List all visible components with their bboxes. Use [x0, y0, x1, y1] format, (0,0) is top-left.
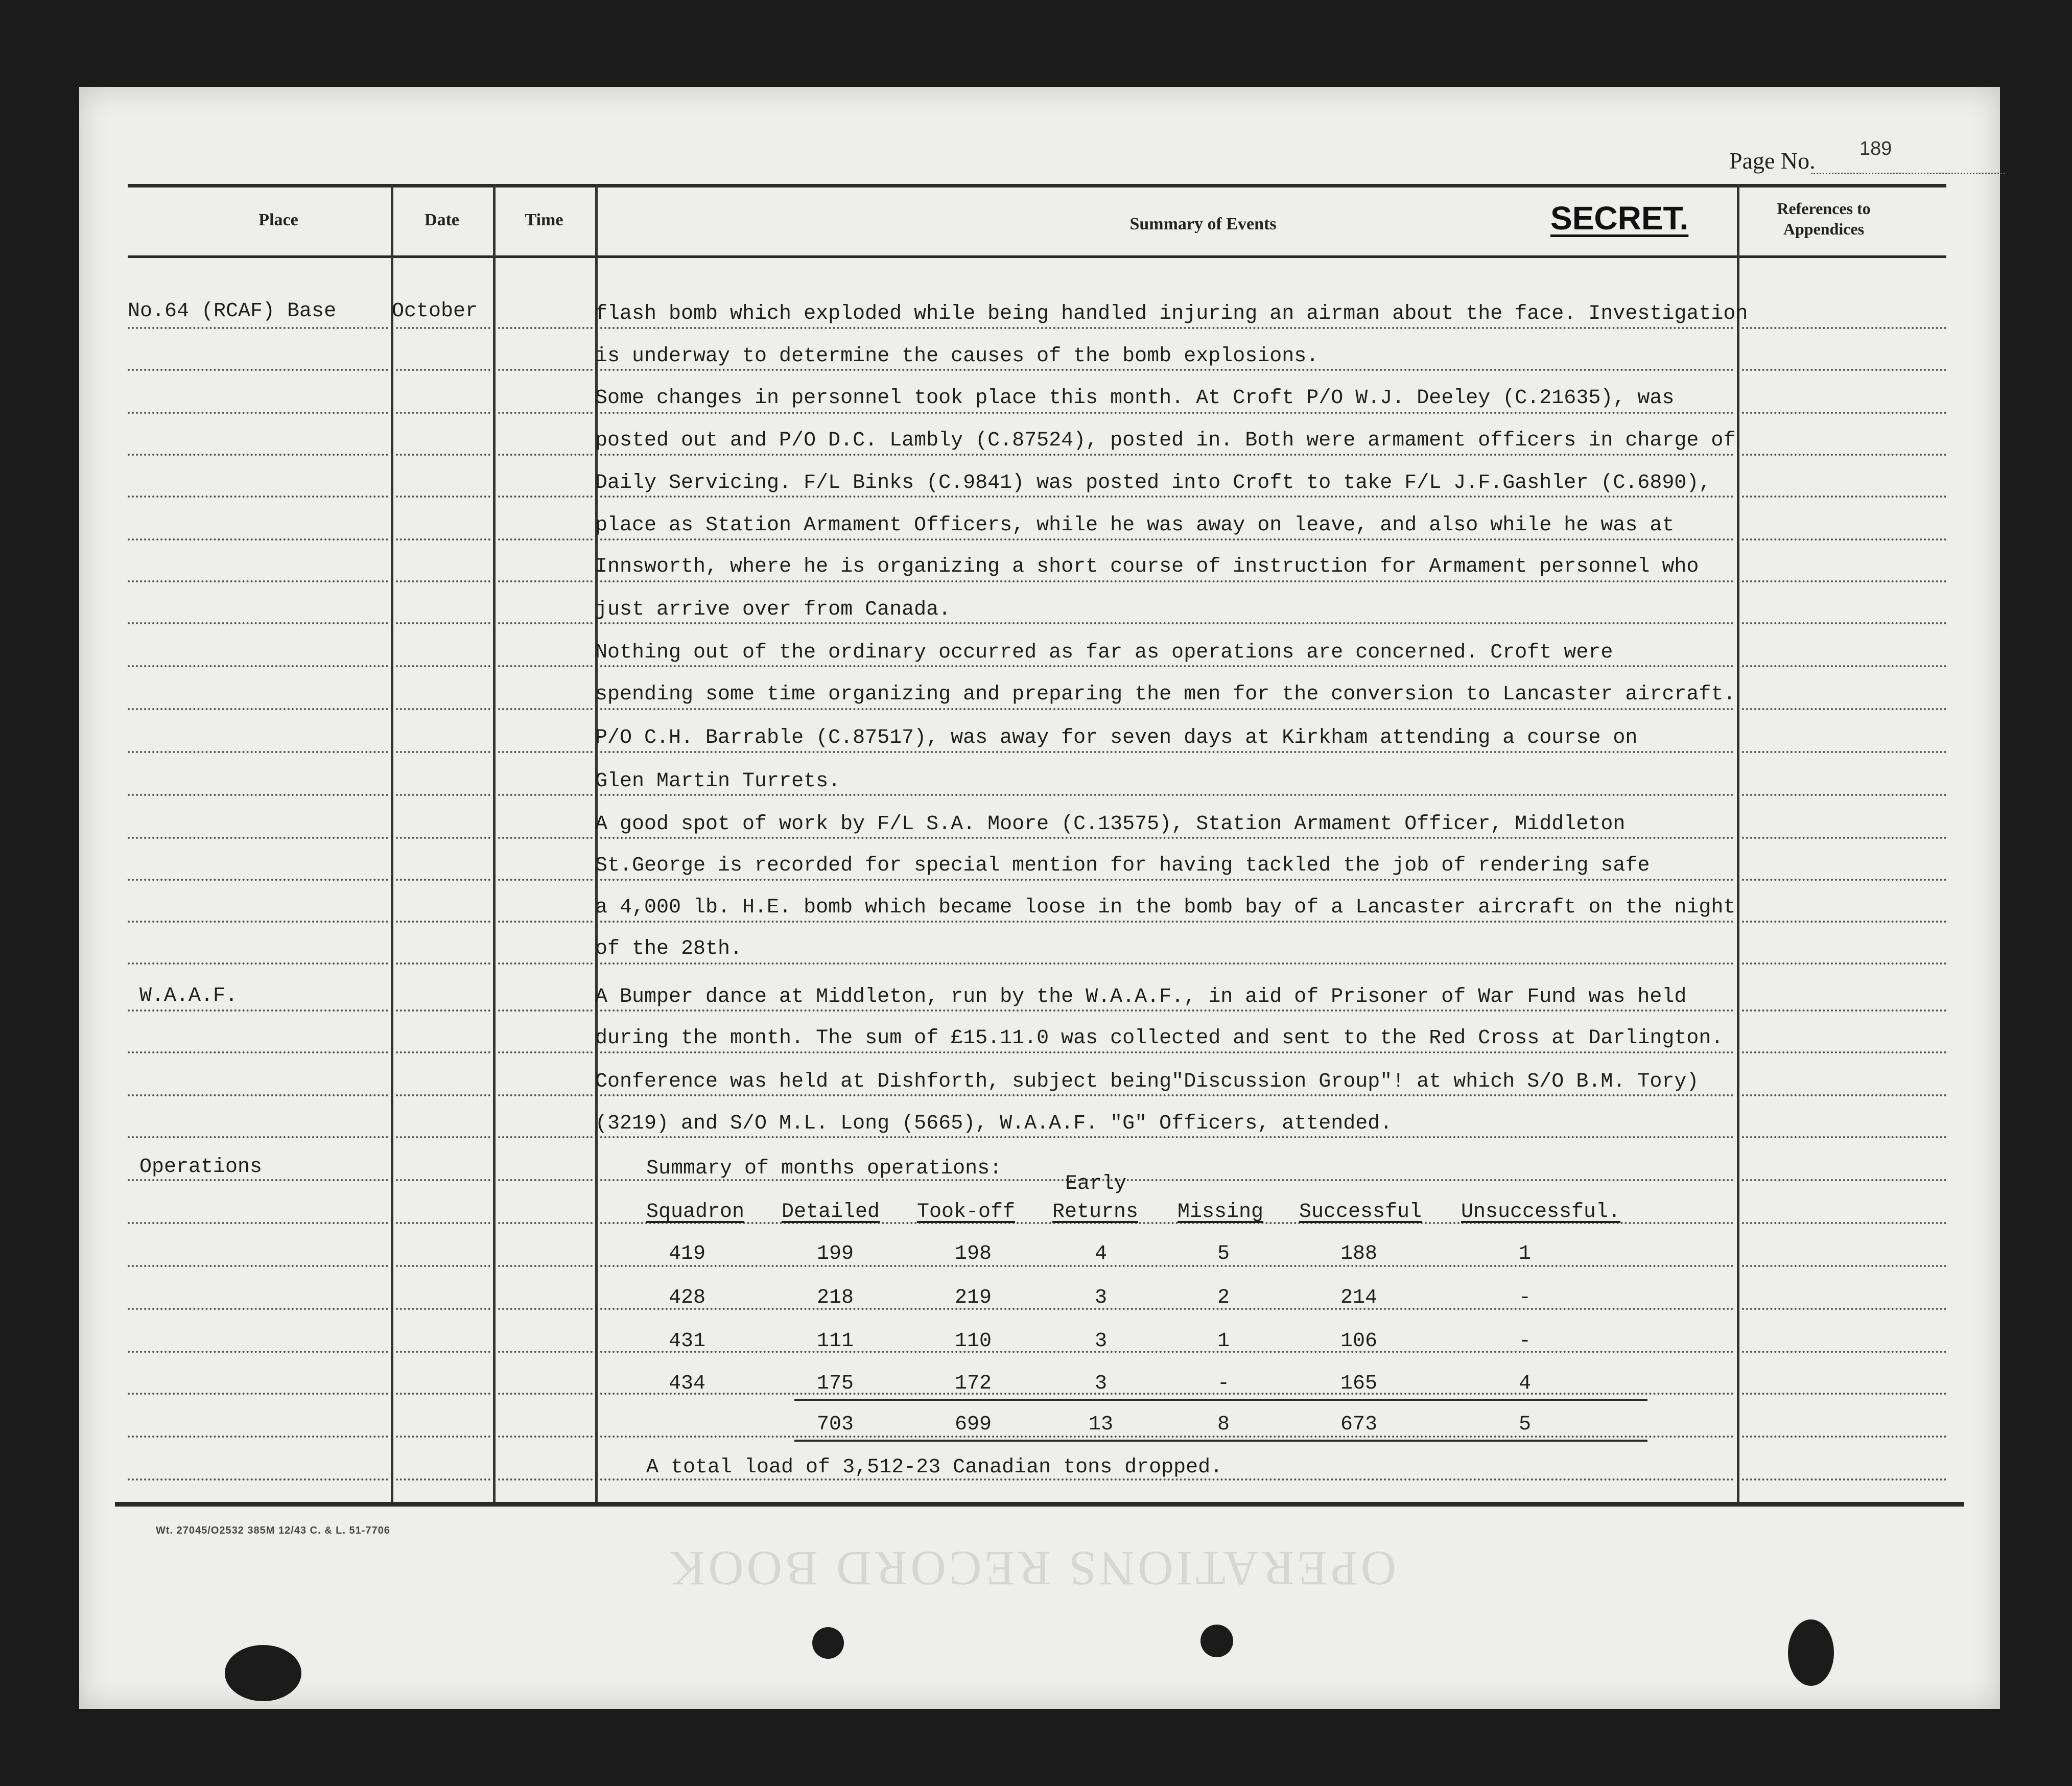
dotted-rule — [128, 1222, 388, 1224]
summary-line: A good spot of work by F/L S.A. Moore (C.13575), Station Armament Officer, Middleton — [595, 813, 1626, 836]
dotted-rule — [1742, 1351, 1946, 1353]
dotted-rule — [396, 1265, 490, 1267]
dotted-rule — [498, 1351, 593, 1353]
dotted-rule — [1742, 962, 1946, 965]
early-label: Early — [1065, 1172, 1127, 1195]
col-divider-place — [391, 184, 393, 1502]
total-returns: 13 — [1088, 1413, 1113, 1436]
dotted-rule — [600, 751, 1734, 753]
cell-squadron: 428 — [668, 1286, 705, 1309]
cell-detailed: 175 — [816, 1372, 854, 1395]
dotted-rule — [1742, 1009, 1946, 1012]
dotted-rule — [396, 665, 490, 667]
dotted-rule — [498, 837, 593, 839]
dotted-rule — [128, 369, 388, 371]
dotted-rule — [600, 921, 1734, 923]
cell-returns: 3 — [1094, 1286, 1107, 1309]
dotted-rule — [600, 496, 1734, 498]
dotted-rule — [396, 794, 490, 796]
cell-missing: 1 — [1217, 1330, 1230, 1353]
summary-line: P/O C.H. Barrable (C.87517), was away for seven days at Kirkham attending a course on — [595, 726, 1638, 749]
dotted-rule — [128, 1436, 388, 1438]
col-missing: Missing — [1178, 1201, 1264, 1224]
cell-detailed: 218 — [816, 1286, 854, 1309]
summary-line: Some changes in personnel took place this month. At Croft P/O W.J. Deeley (C.21635), was — [595, 387, 1675, 410]
dotted-rule — [396, 580, 490, 582]
dotted-rule — [396, 1393, 490, 1395]
cell-squadron: 431 — [668, 1330, 705, 1353]
dotted-rule — [498, 1179, 593, 1181]
column-header-summary: Summary of Events — [1129, 215, 1277, 233]
dotted-rule — [128, 1094, 388, 1096]
date-month: October — [392, 300, 478, 323]
dotted-rule — [498, 794, 593, 796]
dotted-rule — [128, 1265, 388, 1267]
col-squadron: Squadron — [646, 1201, 745, 1224]
dotted-rule — [498, 665, 593, 667]
dotted-rule — [498, 1051, 593, 1053]
summary-line: St.George is recorded for special mention for having tackled the job of rendering safe — [595, 854, 1650, 877]
summary-line: of the 28th. — [595, 937, 743, 960]
cell-unsuccessful: 4 — [1518, 1372, 1531, 1395]
col-divider-time — [595, 184, 598, 1502]
summary-line: A Bumper dance at Middleton, run by the W.A.A.F., in aid of Prisoner of War Fund was held — [595, 985, 1687, 1008]
dotted-rule — [1742, 708, 1946, 710]
dotted-rule — [1742, 879, 1946, 881]
dotted-rule — [396, 751, 490, 753]
dotted-rule — [498, 1393, 593, 1395]
dotted-rule — [600, 1051, 1734, 1053]
dotted-rule — [1742, 454, 1946, 456]
place-operations: Operations — [139, 1156, 263, 1179]
dotted-rule — [1742, 1478, 1946, 1481]
reverse-side-ghost-text: OPERATIONS RECORD BOOK — [667, 1541, 1397, 1596]
binder-hole — [225, 1645, 301, 1701]
dotted-rule — [128, 1478, 388, 1481]
dotted-rule — [1742, 1051, 1946, 1053]
dotted-rule — [498, 1009, 593, 1012]
col-took-off: Took-off — [917, 1201, 1016, 1224]
print-code: Wt. 27045/O2532 385M 12/43 C. & L. 51-7706 — [156, 1525, 390, 1536]
summary-line: Innsworth, where he is organizing a short course of instruction for Armament personnel who — [595, 555, 1699, 578]
dotted-rule — [396, 327, 490, 329]
dotted-rule — [498, 496, 593, 498]
dotted-rule — [600, 1094, 1734, 1096]
dotted-rule — [128, 921, 388, 923]
cell-missing: 5 — [1217, 1242, 1230, 1265]
summary-line: is underway to determine the causes of the bomb explosions. — [595, 345, 1319, 368]
cell-took-off: 219 — [954, 1286, 992, 1309]
dotted-rule — [396, 1009, 490, 1012]
dotted-rule — [396, 1179, 490, 1181]
dotted-rule — [600, 412, 1734, 414]
summary-line: spending some time organizing and preparing the men for the conversion to Lancaster aircraft. — [595, 683, 1736, 706]
place-base: No.64 (RCAF) Base — [128, 300, 337, 323]
dotted-rule — [1742, 622, 1946, 624]
cell-missing: 2 — [1217, 1286, 1230, 1309]
dotted-rule — [128, 962, 388, 965]
dotted-rule — [498, 1222, 593, 1224]
col-successful: Successful — [1299, 1201, 1422, 1224]
dotted-rule — [1742, 1265, 1946, 1267]
col-unsuccessful: Unsuccessful. — [1461, 1201, 1621, 1224]
cell-successful: 214 — [1340, 1286, 1377, 1309]
dotted-rule — [128, 454, 388, 456]
dotted-rule — [498, 751, 593, 753]
dotted-rule — [600, 665, 1734, 667]
dotted-rule — [1742, 1136, 1946, 1138]
operations-intro: Summary of months operations: — [646, 1157, 1002, 1180]
dotted-rule — [498, 454, 593, 456]
dotted-rule — [498, 1308, 593, 1310]
dotted-rule — [1742, 412, 1946, 414]
header-bottom-rule — [128, 255, 1946, 258]
dotted-rule — [600, 794, 1734, 796]
dotted-rule — [498, 1265, 593, 1267]
dotted-rule — [128, 879, 388, 881]
cell-unsuccessful: - — [1518, 1330, 1531, 1353]
dotted-rule — [128, 708, 388, 710]
dotted-rule — [128, 538, 388, 540]
summary-line: Conference was held at Dishforth, subject being"Discussion Group"! at which S/O B.M. Tory) — [595, 1070, 1699, 1093]
dotted-rule — [396, 1222, 490, 1224]
dotted-rule — [600, 454, 1734, 456]
summary-line: posted out and P/O D.C. Lambly (C.87524), posted in. Both were armament officers in charge of — [595, 429, 1736, 452]
dotted-rule — [128, 751, 388, 753]
cell-returns: 3 — [1094, 1372, 1107, 1395]
dotted-rule — [1742, 1222, 1946, 1224]
dotted-rule — [128, 580, 388, 582]
dotted-rule — [396, 921, 490, 923]
summary-line: during the month. The sum of £15.11.0 was collected and sent to the Red Cross at Darlington. — [595, 1027, 1724, 1050]
cell-took-off: 198 — [954, 1242, 992, 1265]
dotted-rule — [128, 1351, 388, 1353]
dotted-rule — [1742, 837, 1946, 839]
dotted-rule — [396, 412, 490, 414]
record-sheet — [79, 87, 2000, 1709]
dotted-rule — [128, 794, 388, 796]
dotted-rule — [128, 496, 388, 498]
dotted-rule — [1742, 496, 1946, 498]
dotted-rule — [128, 327, 388, 329]
page-number-label: Page No. — [1729, 148, 1816, 174]
dotted-rule — [396, 1136, 490, 1138]
page-bottom-rule — [115, 1502, 1964, 1507]
col-divider-date — [493, 184, 496, 1502]
dotted-rule — [128, 1051, 388, 1053]
cell-successful: 188 — [1340, 1242, 1377, 1265]
page-number-value: 189 — [1859, 138, 1892, 159]
dotted-rule — [498, 962, 593, 965]
cell-took-off: 172 — [954, 1372, 992, 1395]
dotted-rule — [396, 879, 490, 881]
cell-squadron: 434 — [668, 1372, 705, 1395]
dotted-rule — [600, 538, 1734, 540]
dotted-rule — [396, 1094, 490, 1096]
dotted-rule — [498, 412, 593, 414]
dotted-rule — [498, 1436, 593, 1438]
dotted-rule — [498, 921, 593, 923]
cell-returns: 4 — [1094, 1242, 1107, 1265]
total-took-off: 699 — [954, 1413, 992, 1436]
dotted-rule — [396, 538, 490, 540]
dotted-rule — [396, 369, 490, 371]
cell-detailed: 111 — [816, 1330, 854, 1353]
total-missing: 8 — [1217, 1413, 1230, 1436]
cell-returns: 3 — [1094, 1330, 1107, 1353]
dotted-rule — [396, 622, 490, 624]
summary-line: just arrive over from Canada. — [595, 598, 951, 621]
dotted-rule — [1742, 751, 1946, 753]
dotted-rule — [1742, 1393, 1946, 1395]
dotted-rule — [600, 369, 1734, 371]
dotted-rule — [128, 622, 388, 624]
dotted-rule — [600, 580, 1734, 582]
secret-classification: SECRET. — [1550, 200, 1689, 237]
dotted-rule — [498, 1478, 593, 1481]
dotted-rule — [1742, 921, 1946, 923]
dotted-rule — [498, 622, 593, 624]
dotted-rule — [128, 1179, 388, 1181]
dotted-rule — [1742, 1308, 1946, 1310]
dotted-rule — [1742, 1179, 1946, 1181]
dotted-rule — [600, 327, 1734, 329]
col-divider-summary — [1737, 184, 1739, 1502]
dotted-rule — [396, 454, 490, 456]
cell-successful: 165 — [1340, 1372, 1377, 1395]
dotted-rule — [1742, 369, 1946, 371]
dotted-rule — [396, 1051, 490, 1053]
dotted-rule — [128, 1009, 388, 1012]
dotted-rule — [600, 622, 1734, 624]
dotted-rule — [600, 1136, 1734, 1138]
cell-squadron: 419 — [668, 1242, 705, 1265]
column-header-date: Date — [425, 210, 459, 229]
dotted-rule — [396, 837, 490, 839]
dotted-rule — [1742, 580, 1946, 582]
dotted-rule — [498, 369, 593, 371]
dotted-rule — [396, 496, 490, 498]
summary-line: Daily Servicing. F/L Binks (C.9841) was posted into Croft to take F/L J.F.Gashler (C.6890), — [595, 472, 1711, 495]
place-waaf: W.A.A.F. — [139, 984, 238, 1007]
dotted-rule — [498, 580, 593, 582]
dotted-rule — [396, 708, 490, 710]
summary-line: a 4,000 lb. H.E. bomb which became loose in the bomb bay of a Lancaster aircraft on the night — [595, 896, 1736, 919]
cell-successful: 106 — [1340, 1330, 1377, 1353]
dotted-rule — [396, 1351, 490, 1353]
dotted-rule — [600, 837, 1734, 839]
dotted-rule — [128, 412, 388, 414]
dotted-rule — [498, 1136, 593, 1138]
operations-footer: A total load of 3,512-23 Canadian tons dropped. — [646, 1456, 1223, 1479]
col-returns: Returns — [1052, 1201, 1139, 1224]
dotted-rule — [498, 538, 593, 540]
total-unsuccessful: 5 — [1518, 1413, 1531, 1436]
dotted-rule — [600, 962, 1734, 965]
cell-missing: - — [1217, 1372, 1230, 1395]
column-header-references: References to Appendices — [1777, 199, 1871, 238]
totals-rule-top — [794, 1399, 1647, 1401]
dotted-rule — [128, 1393, 388, 1395]
cell-unsuccessful: - — [1518, 1286, 1531, 1309]
dotted-rule — [1742, 1436, 1946, 1438]
summary-line: place as Station Armament Officers, while he was away on leave, and also while he was at — [595, 514, 1675, 537]
column-header-time: Time — [525, 210, 563, 229]
summary-line: Glen Martin Turrets. — [595, 770, 841, 793]
totals-rule-bottom — [794, 1440, 1647, 1442]
summary-line: Nothing out of the ordinary occurred as far as operations are concerned. Croft were — [595, 641, 1613, 664]
dotted-rule — [600, 708, 1734, 710]
summary-line: flash bomb which exploded while being handled injuring an airman about the face. Investigation — [595, 302, 1748, 325]
dotted-rule — [498, 879, 593, 881]
dotted-rule — [128, 665, 388, 667]
header-top-rule — [128, 184, 1946, 187]
dotted-rule — [1742, 327, 1946, 329]
dotted-rule — [396, 1308, 490, 1310]
total-detailed: 703 — [816, 1413, 854, 1436]
dotted-rule — [396, 962, 490, 965]
binder-hole — [1788, 1619, 1834, 1686]
dotted-rule — [1742, 538, 1946, 540]
dotted-rule — [600, 879, 1734, 881]
col-detailed: Detailed — [782, 1201, 880, 1224]
dotted-rule — [396, 1436, 490, 1438]
dotted-rule — [498, 327, 593, 329]
cell-took-off: 110 — [954, 1330, 992, 1353]
dotted-rule — [1742, 794, 1946, 796]
dotted-rule — [396, 1478, 490, 1481]
summary-line: (3219) and S/O M.L. Long (5665), W.A.A.F. "G" Officers, attended. — [595, 1112, 1393, 1135]
dotted-rule — [128, 1308, 388, 1310]
dotted-rule — [498, 708, 593, 710]
page-number-rule — [1811, 173, 2005, 174]
dotted-rule — [128, 1136, 388, 1138]
dotted-rule — [128, 837, 388, 839]
binder-hole — [812, 1627, 844, 1659]
cell-detailed: 199 — [816, 1242, 854, 1265]
dotted-rule — [1742, 665, 1946, 667]
binder-hole — [1200, 1625, 1233, 1657]
column-header-place: Place — [258, 210, 298, 229]
cell-unsuccessful: 1 — [1518, 1242, 1531, 1265]
dotted-rule — [600, 1009, 1734, 1012]
dotted-rule — [498, 1094, 593, 1096]
total-successful: 673 — [1340, 1413, 1377, 1436]
dotted-rule — [1742, 1094, 1946, 1096]
